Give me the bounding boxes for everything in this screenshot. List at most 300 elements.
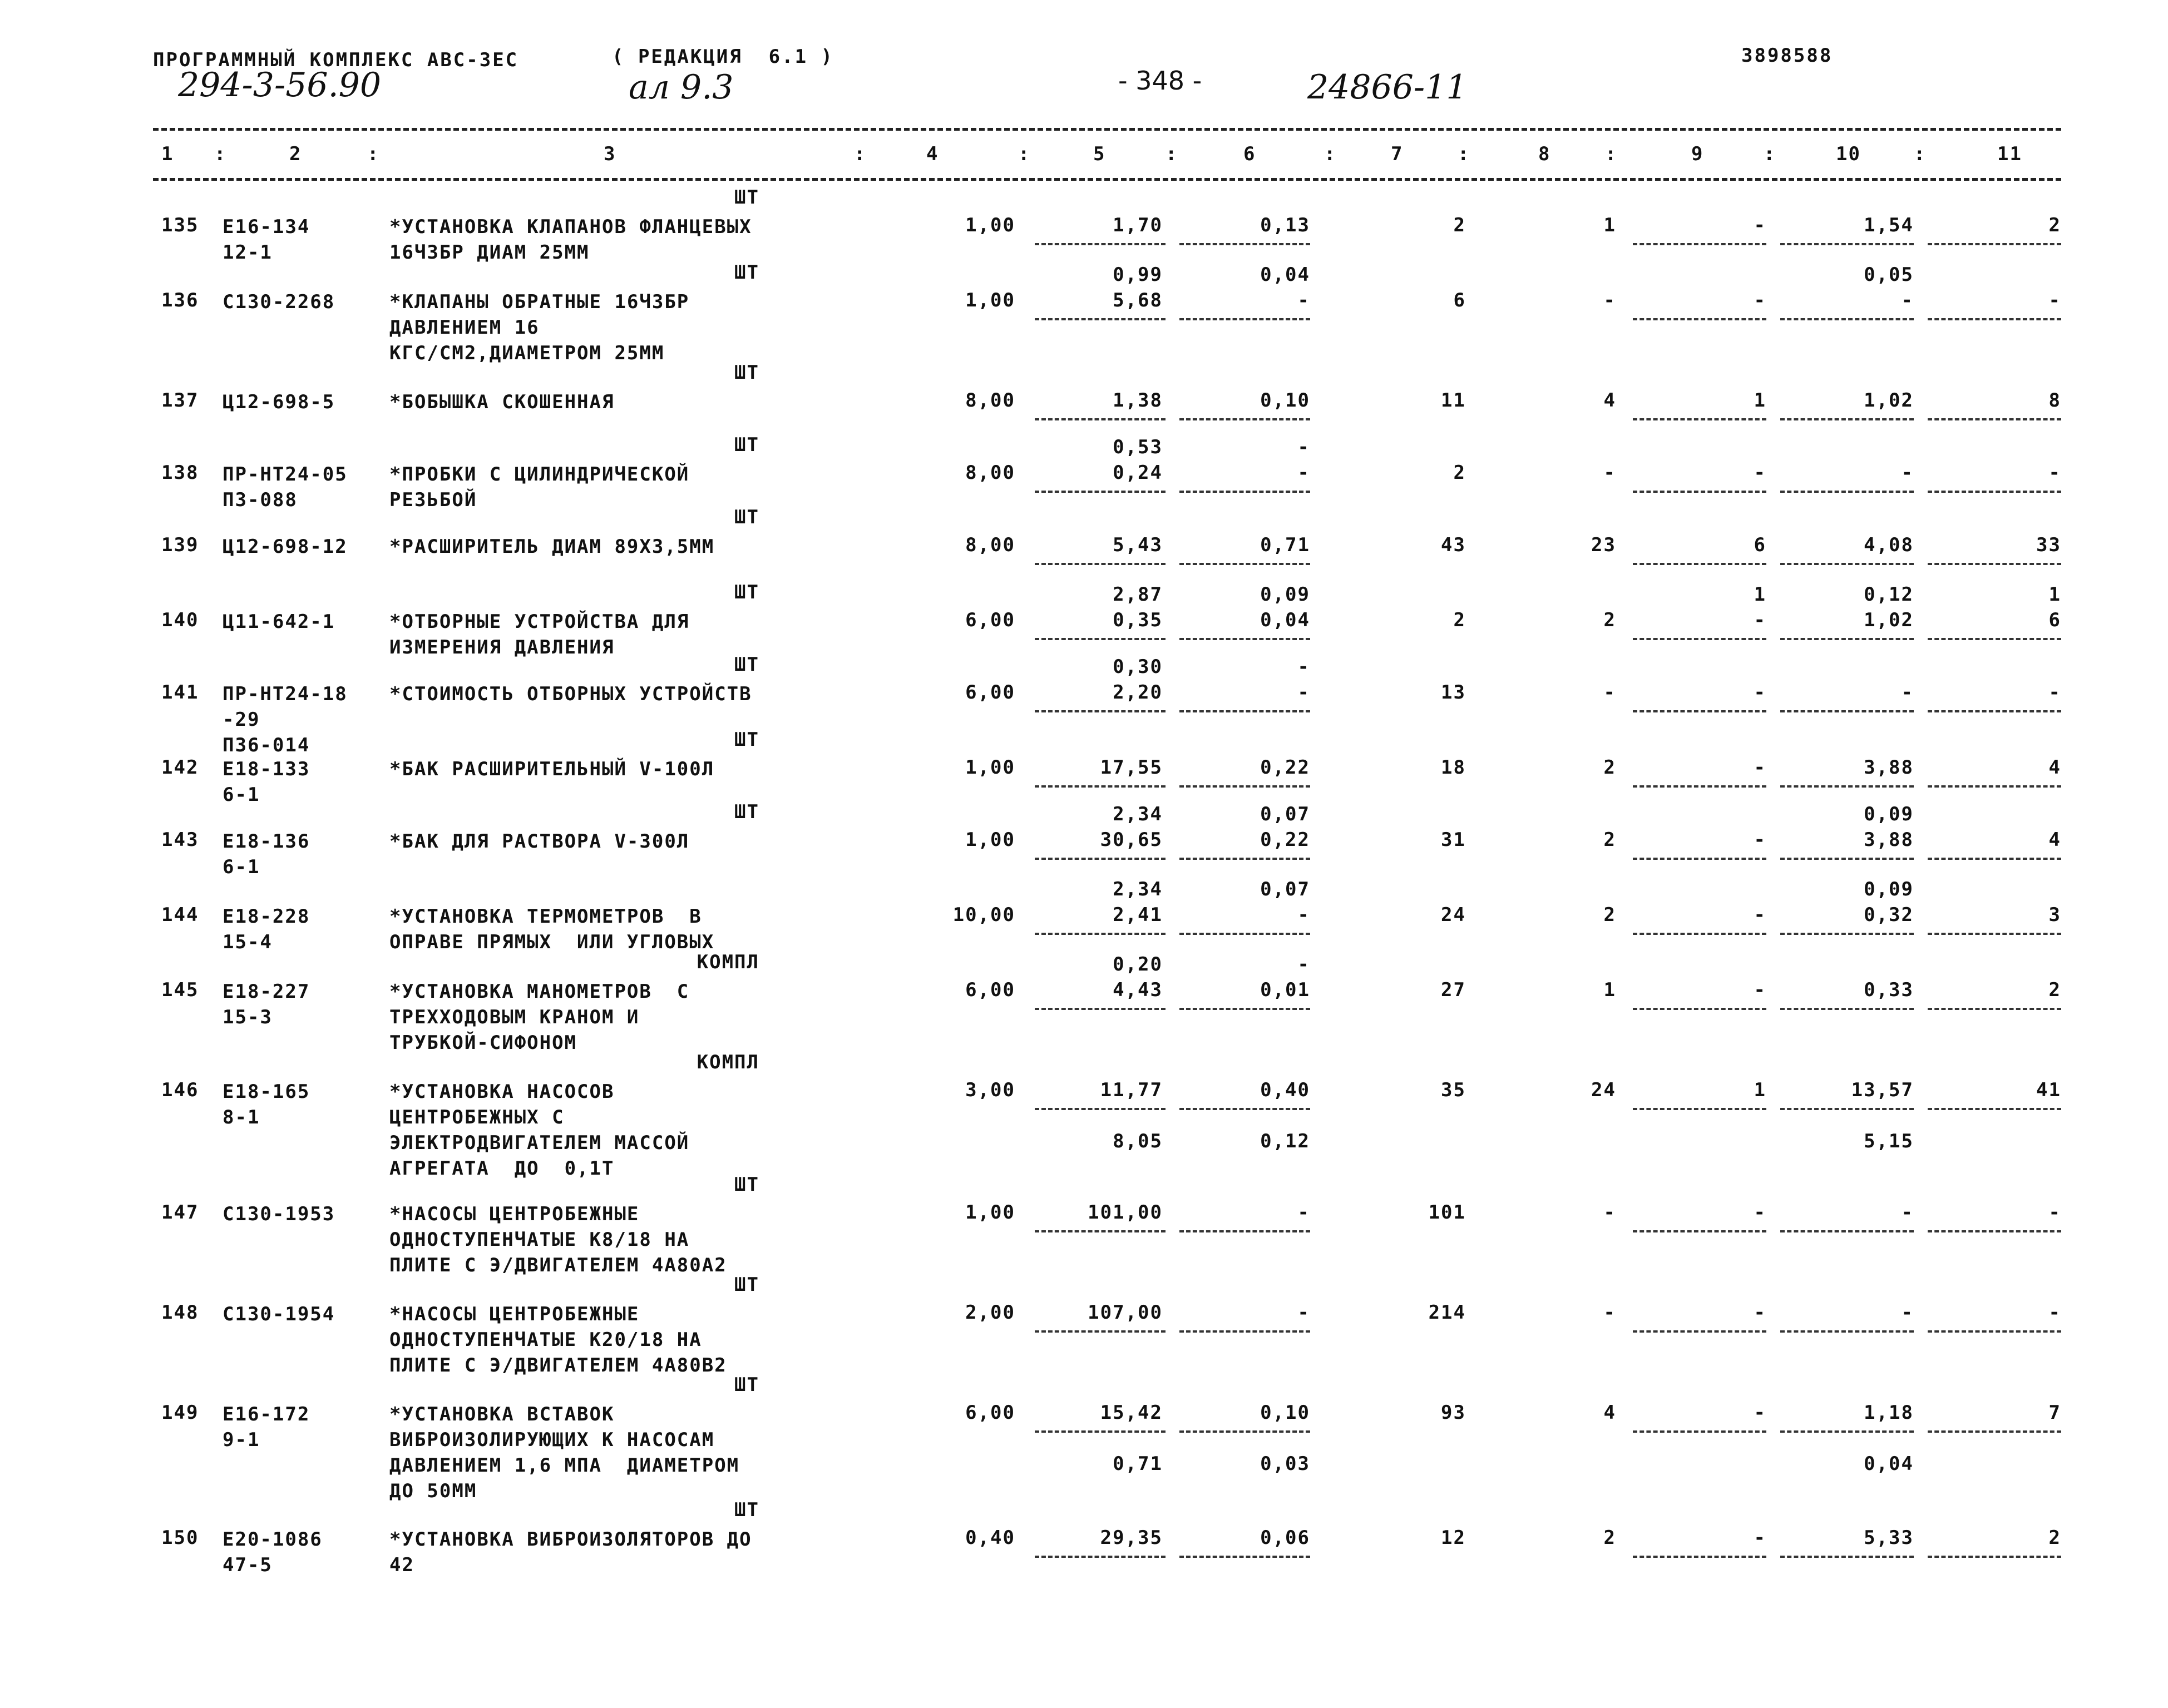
quantity: 2,00 bbox=[965, 1301, 1015, 1324]
unit-cost-wages: 0,71 bbox=[1113, 1453, 1163, 1475]
total-wages: - bbox=[1603, 1201, 1616, 1224]
subtotal-rule bbox=[1179, 933, 1310, 935]
unit-machine-cost: 0,04 bbox=[1260, 609, 1310, 631]
unit-machine-cost: - bbox=[1297, 1301, 1310, 1324]
subtotal-rule bbox=[1928, 243, 2061, 245]
labor-workers: 3,88 bbox=[1864, 829, 1914, 851]
quantity: 3,00 bbox=[965, 1079, 1015, 1101]
total-cost: 27 bbox=[1441, 979, 1466, 1001]
total-wages: 23 bbox=[1591, 534, 1616, 556]
labor-total: - bbox=[2048, 1301, 2061, 1324]
total-cost: 2 bbox=[1453, 462, 1466, 484]
quantity: 1,00 bbox=[965, 214, 1015, 236]
unit-cost-total: 101,00 bbox=[1088, 1201, 1163, 1224]
total-cost: 18 bbox=[1441, 756, 1466, 779]
column-header-cell: 5 bbox=[1093, 143, 1106, 165]
unit-cost-wages: 0,53 bbox=[1113, 436, 1163, 458]
subtotal-rule bbox=[1179, 491, 1310, 493]
labor-total: - bbox=[2048, 1201, 2061, 1224]
quantity: 6,00 bbox=[965, 681, 1015, 704]
unit-of-measure: ШТ bbox=[734, 186, 759, 209]
total-cost: 11 bbox=[1441, 389, 1466, 412]
labor-workers: 5,33 bbox=[1864, 1527, 1914, 1549]
subtotal-rule bbox=[1633, 1430, 1766, 1433]
subtotal-rule bbox=[1780, 1556, 1914, 1558]
subtotal-rule bbox=[1035, 1108, 1166, 1110]
quantity: 10,00 bbox=[952, 904, 1015, 926]
quantity: 8,00 bbox=[965, 534, 1015, 556]
row-number: 136 bbox=[161, 289, 199, 311]
subtotal-rule bbox=[1179, 563, 1310, 565]
handwritten-album: ал 9.3 bbox=[629, 68, 734, 107]
work-description: *ПРОБКИ С ЦИЛИНДРИЧЕСКОЙ РЕЗЬБОЙ bbox=[389, 463, 690, 511]
labor-total: 3 bbox=[2048, 904, 2061, 926]
row-number: 143 bbox=[161, 829, 199, 851]
subtotal-rule bbox=[1928, 785, 2061, 788]
total-cost: 2 bbox=[1453, 609, 1466, 631]
total-cost: 2 bbox=[1453, 214, 1466, 236]
unit-of-measure: ШТ bbox=[734, 1274, 759, 1296]
unit-cost-wages: 2,34 bbox=[1113, 803, 1163, 825]
subtotal-rule bbox=[1633, 491, 1766, 493]
quantity: 1,00 bbox=[965, 829, 1015, 851]
total-cost: 12 bbox=[1441, 1527, 1466, 1549]
machine-cost-total: 1 bbox=[1754, 1079, 1766, 1101]
labor-total: - bbox=[2048, 681, 2061, 704]
labor-workers: 13,57 bbox=[1851, 1079, 1914, 1101]
subtotal-rule bbox=[1780, 243, 1914, 245]
column-header-cell: : bbox=[1605, 143, 1618, 165]
unit-of-measure: ШТ bbox=[734, 1374, 759, 1396]
unit-of-measure: КОМПЛ bbox=[697, 951, 759, 973]
subtotal-rule bbox=[1179, 1430, 1310, 1433]
work-description: *БАК РАСШИРИТЕЛЬНЫЙ V-100Л bbox=[389, 758, 715, 780]
machine-cost-total: 6 bbox=[1754, 534, 1766, 556]
row-number: 149 bbox=[161, 1402, 199, 1424]
subtotal-rule bbox=[1928, 1430, 2061, 1433]
machine-cost-total: - bbox=[1754, 214, 1766, 236]
column-header-cell: 8 bbox=[1538, 143, 1551, 165]
unit-machine-cost: - bbox=[1297, 462, 1310, 484]
machine-cost-total: - bbox=[1754, 904, 1766, 926]
row-number: 139 bbox=[161, 534, 199, 556]
unit-machine-wages: 0,12 bbox=[1260, 1130, 1310, 1152]
labor-total: - bbox=[2048, 289, 2061, 311]
subtotal-rule bbox=[1179, 243, 1310, 245]
total-wages: 2 bbox=[1603, 904, 1616, 926]
unit-machine-wages: - bbox=[1297, 953, 1310, 976]
unit-of-measure: ШТ bbox=[734, 362, 759, 384]
column-header-cell: : bbox=[1764, 143, 1776, 165]
row-number: 141 bbox=[161, 681, 199, 704]
subtotal-rule bbox=[1928, 638, 2061, 640]
unit-machine-wages: 0,09 bbox=[1260, 583, 1310, 606]
subtotal-rule bbox=[1633, 638, 1766, 640]
quantity: 1,00 bbox=[965, 1201, 1015, 1224]
unit-machine-wages: 0,07 bbox=[1260, 803, 1310, 825]
work-description: *БАК ДЛЯ РАСТВОРА V-300Л bbox=[389, 830, 690, 853]
subtotal-rule bbox=[1633, 858, 1766, 860]
labor-total-machinists: 1 bbox=[2048, 583, 2061, 606]
column-header-cell: 6 bbox=[1243, 143, 1256, 165]
column-header-cell: 3 bbox=[604, 143, 616, 165]
subtotal-rule bbox=[1035, 1330, 1166, 1333]
subtotal-rule bbox=[1035, 710, 1166, 712]
unit-machine-cost: - bbox=[1297, 289, 1310, 311]
subtotal-rule bbox=[1928, 858, 2061, 860]
unit-machine-cost: 0,22 bbox=[1260, 829, 1310, 851]
subtotal-rule bbox=[1035, 243, 1166, 245]
subtotal-rule bbox=[1780, 491, 1914, 493]
column-header-cell: 7 bbox=[1391, 143, 1404, 165]
subtotal-rule bbox=[1179, 1230, 1310, 1232]
unit-cost-total: 17,55 bbox=[1100, 756, 1163, 779]
subtotal-rule bbox=[1035, 1556, 1166, 1558]
subtotal-rule bbox=[1928, 933, 2061, 935]
unit-cost-wages: 8,05 bbox=[1113, 1130, 1163, 1152]
subtotal-rule bbox=[1035, 638, 1166, 640]
subtotal-rule bbox=[1928, 1008, 2061, 1010]
subtotal-rule bbox=[1179, 1330, 1310, 1333]
labor-total: 41 bbox=[2036, 1079, 2061, 1101]
price-code: Е18-228 15-4 bbox=[223, 905, 310, 953]
subtotal-rule bbox=[1928, 1230, 2061, 1232]
price-code: Е18-165 8-1 bbox=[223, 1081, 310, 1128]
subtotal-rule bbox=[1179, 710, 1310, 712]
labor-total: 2 bbox=[2048, 1527, 2061, 1549]
machine-wages-total: 1 bbox=[1754, 583, 1766, 606]
row-number: 144 bbox=[161, 904, 199, 926]
labor-total: 2 bbox=[2048, 214, 2061, 236]
machine-cost-total: - bbox=[1754, 681, 1766, 704]
subtotal-rule bbox=[1928, 1108, 2061, 1110]
unit-machine-cost: - bbox=[1297, 1201, 1310, 1224]
subtotal-rule bbox=[1928, 418, 2061, 420]
machine-cost-total: - bbox=[1754, 609, 1766, 631]
column-header-cell: 11 bbox=[1997, 143, 2022, 165]
quantity: 0,40 bbox=[965, 1527, 1015, 1549]
subtotal-rule bbox=[1780, 1230, 1914, 1232]
total-cost: 214 bbox=[1428, 1301, 1466, 1324]
subtotal-rule bbox=[1633, 563, 1766, 565]
subtotal-rule bbox=[1928, 710, 2061, 712]
price-code: ПР-НТ24-05 П3-088 bbox=[223, 463, 348, 511]
subtotal-rule bbox=[1179, 785, 1310, 788]
unit-cost-total: 0,35 bbox=[1113, 609, 1163, 631]
labor-total: - bbox=[2048, 462, 2061, 484]
unit-cost-wages: 2,34 bbox=[1113, 878, 1163, 900]
column-header-cell: 1 bbox=[161, 143, 174, 165]
unit-of-measure: ШТ bbox=[734, 1174, 759, 1196]
unit-of-measure: ШТ bbox=[734, 261, 759, 284]
subtotal-rule bbox=[1633, 710, 1766, 712]
document-code: 3898588 bbox=[1741, 44, 1833, 67]
row-number: 138 bbox=[161, 462, 199, 484]
total-cost: 93 bbox=[1441, 1402, 1466, 1424]
unit-machine-cost: 0,40 bbox=[1260, 1079, 1310, 1101]
row-number: 148 bbox=[161, 1301, 199, 1324]
subtotal-rule bbox=[1780, 785, 1914, 788]
total-wages: 2 bbox=[1603, 1527, 1616, 1549]
unit-of-measure: ШТ bbox=[734, 434, 759, 456]
subtotal-rule bbox=[1928, 1330, 2061, 1333]
subtotal-rule bbox=[1179, 1008, 1310, 1010]
labor-workers: - bbox=[1901, 289, 1914, 311]
labor-machinists: 0,12 bbox=[1864, 583, 1914, 606]
price-code: С130-2268 bbox=[223, 291, 335, 313]
row-number: 145 bbox=[161, 979, 199, 1001]
subtotal-rule bbox=[1179, 1108, 1310, 1110]
unit-cost-total: 4,43 bbox=[1113, 979, 1163, 1001]
column-header-cell: : bbox=[367, 143, 380, 165]
unit-cost-total: 11,77 bbox=[1100, 1079, 1163, 1101]
subtotal-rule bbox=[1928, 491, 2061, 493]
price-code: Е16-134 12-1 bbox=[223, 216, 310, 264]
subtotal-rule bbox=[1179, 858, 1310, 860]
total-wages: 2 bbox=[1603, 756, 1616, 779]
labor-workers: 1,54 bbox=[1864, 214, 1914, 236]
unit-machine-cost: 0,10 bbox=[1260, 389, 1310, 412]
row-number: 137 bbox=[161, 389, 199, 412]
subtotal-rule bbox=[1035, 318, 1166, 320]
subtotal-rule bbox=[1035, 1008, 1166, 1010]
row-number: 142 bbox=[161, 756, 199, 779]
subtotal-rule bbox=[1780, 1330, 1914, 1333]
unit-machine-wages: 0,03 bbox=[1260, 1453, 1310, 1475]
subtotal-rule bbox=[1633, 243, 1766, 245]
price-code: С130-1954 bbox=[223, 1303, 335, 1325]
labor-workers: 1,02 bbox=[1864, 609, 1914, 631]
unit-of-measure: ШТ bbox=[734, 581, 759, 603]
work-description: *УСТАНОВКА ВСТАВОК ВИБРОИЗОЛИРУЮЩИХ К НАСОСАМ ДАВЛЕНИЕМ 1,6 МПА ДИАМЕТРОМ ДО 50ММ bbox=[389, 1403, 740, 1502]
total-cost: 31 bbox=[1441, 829, 1466, 851]
quantity: 8,00 bbox=[965, 389, 1015, 412]
row-number: 147 bbox=[161, 1201, 199, 1224]
subtotal-rule bbox=[1633, 318, 1766, 320]
subtotal-rule bbox=[1928, 318, 2061, 320]
work-description: *НАСОСЫ ЦЕНТРОБЕЖНЫЕ ОДНОСТУПЕНЧАТЫЕ К8/18 НА ПЛИТЕ С Э/ДВИГАТЕЛЕМ 4А80А2 bbox=[389, 1203, 727, 1276]
edition-label: ( РЕДАКЦИЯ 6.1 ) bbox=[612, 46, 834, 68]
labor-total: 7 bbox=[2048, 1402, 2061, 1424]
labor-workers: - bbox=[1901, 681, 1914, 704]
unit-of-measure: ШТ bbox=[734, 1499, 759, 1521]
unit-machine-cost: 0,71 bbox=[1260, 534, 1310, 556]
machine-cost-total: - bbox=[1754, 979, 1766, 1001]
price-code: С130-1953 bbox=[223, 1203, 335, 1225]
subtotal-rule bbox=[1633, 1230, 1766, 1232]
total-cost: 43 bbox=[1441, 534, 1466, 556]
total-wages: 4 bbox=[1603, 1402, 1616, 1424]
unit-machine-cost: 0,22 bbox=[1260, 756, 1310, 779]
unit-cost-total: 1,70 bbox=[1113, 214, 1163, 236]
labor-machinists: 5,15 bbox=[1864, 1130, 1914, 1152]
total-cost: 35 bbox=[1441, 1079, 1466, 1101]
subtotal-rule bbox=[1633, 785, 1766, 788]
labor-total: 6 bbox=[2048, 609, 2061, 631]
subtotal-rule bbox=[1633, 933, 1766, 935]
work-description: *УСТАНОВКА ВИБРОИЗОЛЯТОРОВ ДО 42 bbox=[389, 1528, 752, 1576]
work-description: *УСТАНОВКА НАСОСОВ ЦЕНТРОБЕЖНЫХ С ЭЛЕКТРОДВИГАТЕЛЕМ МАССОЙ АГРЕГАТА ДО 0,1Т bbox=[389, 1081, 690, 1180]
quantity: 1,00 bbox=[965, 289, 1015, 311]
unit-cost-total: 2,41 bbox=[1113, 904, 1163, 926]
subtotal-rule bbox=[1780, 563, 1914, 565]
labor-total: 8 bbox=[2048, 389, 2061, 412]
total-cost: 101 bbox=[1428, 1201, 1466, 1224]
work-description: *УСТАНОВКА МАНОМЕТРОВ С ТРЕХХОДОВЫМ КРАНОМ И ТРУБКОЙ-СИФОНОМ bbox=[389, 981, 690, 1054]
work-description: *УСТАНОВКА КЛАПАНОВ ФЛАНЦЕВЫХ 16Ч3БР ДИАМ 25ММ bbox=[389, 216, 752, 264]
subtotal-rule bbox=[1780, 1008, 1914, 1010]
total-wages: 2 bbox=[1603, 609, 1616, 631]
price-code: Е18-133 6-1 bbox=[223, 758, 310, 806]
subtotal-rule bbox=[1928, 563, 2061, 565]
labor-machinists: 0,09 bbox=[1864, 803, 1914, 825]
subtotal-rule bbox=[1780, 933, 1914, 935]
unit-machine-cost: 0,01 bbox=[1260, 979, 1310, 1001]
subtotal-rule bbox=[1035, 933, 1166, 935]
total-wages: 1 bbox=[1603, 214, 1616, 236]
work-description: *НАСОСЫ ЦЕНТРОБЕЖНЫЕ ОДНОСТУПЕНЧАТЫЕ К20/18 НА ПЛИТЕ С Э/ДВИГАТЕЛЕМ 4А80В2 bbox=[389, 1303, 727, 1377]
unit-machine-cost: 0,13 bbox=[1260, 214, 1310, 236]
subtotal-rule bbox=[1928, 1556, 2061, 1558]
unit-machine-cost: - bbox=[1297, 681, 1310, 704]
price-code: Е18-136 6-1 bbox=[223, 830, 310, 878]
subtotal-rule bbox=[1035, 563, 1166, 565]
total-wages: - bbox=[1603, 289, 1616, 311]
subtotal-rule bbox=[1780, 318, 1914, 320]
subtotal-rule bbox=[1633, 1556, 1766, 1558]
machine-cost-total: - bbox=[1754, 1402, 1766, 1424]
total-cost: 24 bbox=[1441, 904, 1466, 926]
unit-machine-wages: - bbox=[1297, 656, 1310, 678]
unit-cost-total: 1,38 bbox=[1113, 389, 1163, 412]
handwritten-project-number: 294-3-56.90 bbox=[178, 66, 382, 105]
unit-cost-total: 29,35 bbox=[1100, 1527, 1163, 1549]
total-wages: 2 bbox=[1603, 829, 1616, 851]
work-description: *СТОИМОСТЬ ОТБОРНЫХ УСТРОЙСТВ bbox=[389, 683, 752, 705]
row-number: 140 bbox=[161, 609, 199, 631]
page-number: - 348 - bbox=[1118, 66, 1202, 96]
subtotal-rule bbox=[1780, 638, 1914, 640]
quantity: 1,00 bbox=[965, 756, 1015, 779]
subtotal-rule bbox=[1780, 418, 1914, 420]
column-header-cell: 2 bbox=[289, 143, 302, 165]
unit-cost-wages: 0,20 bbox=[1113, 953, 1163, 976]
total-wages: 24 bbox=[1591, 1079, 1616, 1101]
row-number: 135 bbox=[161, 214, 199, 236]
work-description: *КЛАПАНЫ ОБРАТНЫЕ 16Ч3БР ДАВЛЕНИЕМ 16 КГС/СМ2,ДИАМЕТРОМ 25ММ bbox=[389, 291, 690, 364]
labor-workers: 3,88 bbox=[1864, 756, 1914, 779]
unit-machine-wages: - bbox=[1297, 436, 1310, 458]
machine-cost-total: 1 bbox=[1754, 389, 1766, 412]
subtotal-rule bbox=[1035, 1430, 1166, 1433]
total-cost: 13 bbox=[1441, 681, 1466, 704]
unit-machine-cost: 0,10 bbox=[1260, 1402, 1310, 1424]
labor-total: 2 bbox=[2048, 979, 2061, 1001]
machine-cost-total: - bbox=[1754, 1301, 1766, 1324]
quantity: 6,00 bbox=[965, 1402, 1015, 1424]
subtotal-rule bbox=[1780, 710, 1914, 712]
subtotal-rule bbox=[1179, 418, 1310, 420]
labor-workers: 0,33 bbox=[1864, 979, 1914, 1001]
unit-cost-total: 5,43 bbox=[1113, 534, 1163, 556]
column-header-cell: : bbox=[1166, 143, 1178, 165]
labor-total: 4 bbox=[2048, 756, 2061, 779]
column-header-cell: : bbox=[1018, 143, 1031, 165]
subtotal-rule bbox=[1179, 318, 1310, 320]
subtotal-rule bbox=[1035, 491, 1166, 493]
quantity: 8,00 bbox=[965, 462, 1015, 484]
subtotal-rule bbox=[1780, 1108, 1914, 1110]
subtotal-rule bbox=[1633, 1108, 1766, 1110]
machine-cost-total: - bbox=[1754, 1527, 1766, 1549]
unit-cost-total: 2,20 bbox=[1113, 681, 1163, 704]
row-number: 146 bbox=[161, 1079, 199, 1101]
subtotal-rule bbox=[1035, 418, 1166, 420]
work-description: *УСТАНОВКА ТЕРМОМЕТРОВ В ОПРАВЕ ПРЯМЫХ ИЛИ УГЛОВЫХ bbox=[389, 905, 715, 953]
machine-cost-total: - bbox=[1754, 462, 1766, 484]
price-code: Е20-1086 47-5 bbox=[223, 1528, 323, 1576]
column-header-cell: 10 bbox=[1836, 143, 1861, 165]
row-number: 150 bbox=[161, 1527, 199, 1549]
total-wages: 1 bbox=[1603, 979, 1616, 1001]
price-code: Е18-227 15-3 bbox=[223, 981, 310, 1028]
quantity: 6,00 bbox=[965, 979, 1015, 1001]
total-cost: 6 bbox=[1453, 289, 1466, 311]
column-header-cell: : bbox=[1914, 143, 1927, 165]
column-header-cell: 9 bbox=[1691, 143, 1704, 165]
unit-machine-cost: - bbox=[1297, 904, 1310, 926]
subtotal-rule bbox=[1633, 418, 1766, 420]
unit-of-measure: КОМПЛ bbox=[697, 1051, 759, 1073]
subtotal-rule bbox=[1035, 785, 1166, 788]
header-bottom-rule bbox=[153, 178, 2061, 181]
subtotal-rule bbox=[1179, 1556, 1310, 1558]
unit-cost-total: 30,65 bbox=[1100, 829, 1163, 851]
labor-workers: 4,08 bbox=[1864, 534, 1914, 556]
labor-machinists: 0,05 bbox=[1864, 264, 1914, 286]
labor-total: 4 bbox=[2048, 829, 2061, 851]
labor-workers: - bbox=[1901, 1201, 1914, 1224]
labor-workers: 1,18 bbox=[1864, 1402, 1914, 1424]
labor-total: 33 bbox=[2036, 534, 2061, 556]
unit-cost-wages: 2,87 bbox=[1113, 583, 1163, 606]
total-wages: 4 bbox=[1603, 389, 1616, 412]
machine-cost-total: - bbox=[1754, 289, 1766, 311]
subtotal-rule bbox=[1633, 1330, 1766, 1333]
machine-cost-total: - bbox=[1754, 756, 1766, 779]
subtotal-rule bbox=[1780, 858, 1914, 860]
price-code: Е16-172 9-1 bbox=[223, 1403, 310, 1451]
unit-machine-wages: 0,07 bbox=[1260, 878, 1310, 900]
total-wages: - bbox=[1603, 681, 1616, 704]
work-description: *БОБЫШКА СКОШЕННАЯ bbox=[389, 391, 615, 413]
unit-of-measure: ШТ bbox=[734, 654, 759, 676]
machine-cost-total: - bbox=[1754, 829, 1766, 851]
subtotal-rule bbox=[1035, 1230, 1166, 1232]
labor-workers: 1,02 bbox=[1864, 389, 1914, 412]
work-description: *ОТБОРНЫЕ УСТРОЙСТВА ДЛЯ ИЗМЕРЕНИЯ ДАВЛЕНИЯ bbox=[389, 611, 690, 659]
column-header-cell: : bbox=[854, 143, 867, 165]
column-header-cell: : bbox=[1324, 143, 1337, 165]
price-code: Ц11-642-1 bbox=[223, 611, 335, 633]
unit-cost-total: 15,42 bbox=[1100, 1402, 1163, 1424]
work-description: *РАСШИРИТЕЛЬ ДИАМ 89Х3,5ММ bbox=[389, 536, 715, 558]
unit-cost-total: 0,24 bbox=[1113, 462, 1163, 484]
column-header-cell: : bbox=[1458, 143, 1470, 165]
unit-machine-wages: 0,04 bbox=[1260, 264, 1310, 286]
unit-cost-total: 5,68 bbox=[1113, 289, 1163, 311]
quantity: 6,00 bbox=[965, 609, 1015, 631]
